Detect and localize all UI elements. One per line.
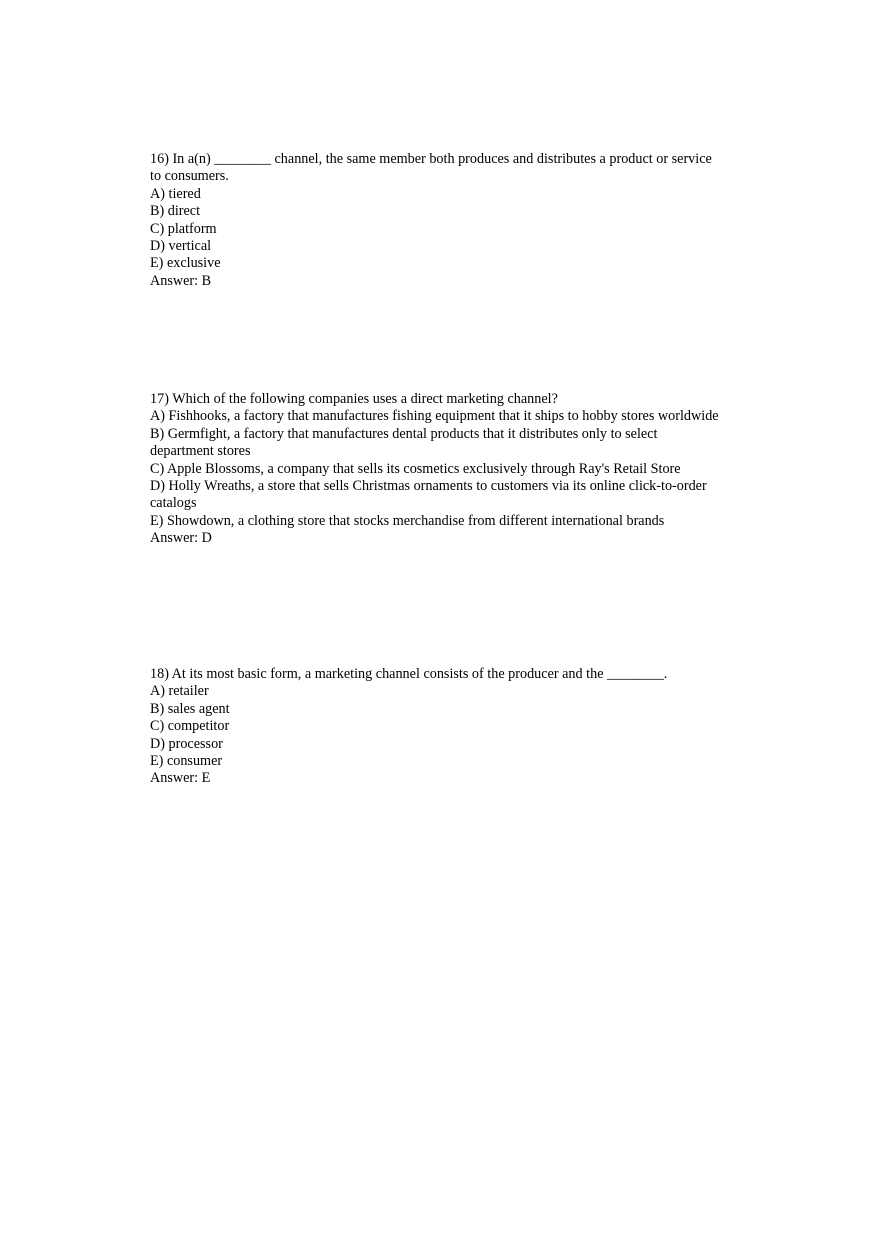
option-e: E) exclusive	[150, 255, 221, 272]
option-a: A) Fishhooks, a factory that manufactures fishing equipment that it ships to hobby stores worldwide	[150, 408, 719, 425]
question-stem: 18) At its most basic form, a marketing channel consists of the producer and the ________.	[150, 666, 668, 682]
answer-line: Answer: D	[150, 530, 212, 547]
option-e: E) consumer	[150, 753, 223, 770]
option-d: D) Holly Wreaths, a store that sells Christmas ornaments to customers via its online click-to-order catalogs	[150, 478, 707, 512]
option-b: B) sales agent	[150, 700, 230, 717]
question-stem: 16) In a(n) ________ channel, the same member both produces and distributes a product or service to consumers.	[150, 151, 712, 185]
option-b: B) direct	[150, 203, 201, 220]
question-18	[150, 666, 720, 788]
answer-line: Answer: E	[150, 770, 211, 787]
question-stem: 17) Which of the following companies uses a direct marketing channel?	[150, 391, 558, 407]
question-17	[150, 391, 720, 548]
option-d: D) processor	[150, 735, 223, 752]
option-a: A) tiered	[150, 185, 201, 202]
option-c: C) Apple Blossoms, a company that sells its cosmetics exclusively through Ray's Retail Store	[150, 460, 681, 477]
option-a: A) retailer	[150, 683, 209, 700]
option-c: C) competitor	[150, 718, 230, 735]
option-e: E) Showdown, a clothing store that stocks merchandise from different international brands	[150, 512, 665, 529]
option-b: B) Germfight, a factory that manufactures dental products that it distributes only to select department stores	[150, 425, 658, 460]
option-c: C) platform	[150, 220, 217, 237]
question-16	[150, 151, 720, 290]
option-d: D) vertical	[150, 238, 212, 255]
answer-line: Answer: B	[150, 272, 212, 289]
